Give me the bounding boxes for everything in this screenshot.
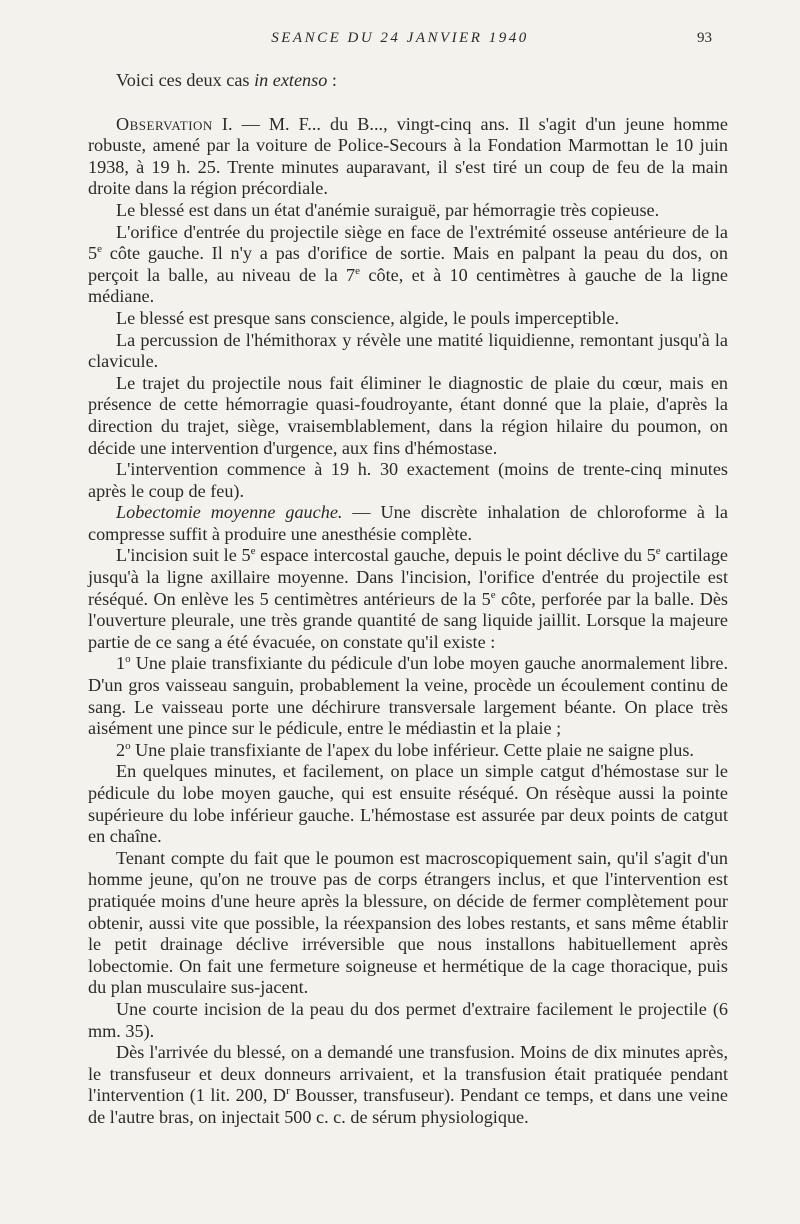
lobectomie-text: — Une discrète inhalation de chloroforme à la compresse suffit à produire une anesthésie complète. [88, 502, 728, 544]
arrivee-text-b: Bousser, transfuseur). Pendant ce temps, et dans une veine de l'autre bras, on injectait 500 c. c. de sérum physiologique. [88, 1085, 728, 1127]
running-title: SEANCE DU 24 JANVIER 1940 [271, 30, 529, 46]
paragraph-plaie-2 [88, 740, 728, 762]
observation-label: Observation [116, 113, 213, 134]
paragraph-courte: Une courte incision de la peau du dos permet d'extraire facilement le projectile (6 mm. 35). [88, 998, 728, 1041]
paragraph-arrivee [88, 1042, 728, 1128]
orifice-sup-2: e [355, 264, 361, 277]
observation-paragraph [88, 114, 728, 200]
article-body [88, 70, 728, 1129]
plaie-1-sup: o [125, 653, 131, 666]
paragraph-conscience: Le blessé est presque sans conscience, algide, le pouls imperceptible. [116, 307, 620, 328]
incision-sup-3: e [490, 588, 496, 601]
paragraph-percussion: La percussion de l'hémithorax y révèle une matité liquidienne, remontant jusqu'à la clavicule. [88, 329, 728, 372]
plaie-2-text: Une plaie transfixiante de l'apex du lobe inférieur. Cette plaie ne saigne plus. [130, 739, 694, 760]
incision-text-b: espace intercostal gauche, depuis le point déclive du 5 [255, 545, 656, 566]
observation-text: I. — M. F... du B..., vingt-cinq ans. Il s'agit d'un jeune homme robuste, amené par la voiture de Police-Secours à la Fondation Marmottan le 10 juin 1938, à 19 h. 25. Trente minutes auparavant, il s'est tiré un coup de feu de la main droite dans la région précordiale. [88, 113, 728, 199]
lobectomie-title: Lobectomie moyenne gauche. [116, 502, 343, 523]
orifice-text-b: côte gauche. Il n'y a pas d'orifice de sortie. Mais en palpant la peau du dos, on perçoit la balle, au niveau de la 7 [88, 243, 728, 285]
incision-text-d: côte, perforée par la balle. Dès l'ouverture pleurale, une très grande quantité de sang liquide jaillit. Lorsque la majeure partie de ce sang a été évacuée, on constate qu'il existe : [88, 588, 728, 652]
paragraph-trajet: Le trajet du projectile nous fait éliminer le diagnostic de plaie du cœur, mais en présence de cette hémorragie quasi-foudroyante, étant donné que la plaie, d'après la direction du trajet, siège, vraisemblablement, dans la région hilaire du poumon, on décide une intervention d'urgence, aux fins d'hémostase. [88, 372, 728, 458]
page-header [0, 30, 800, 56]
arrivee-text-a: Dès l'arrivée du blessé, on a demandé une transfusion. Moins de dix minutes après, le transfuseur et deux donneurs arrivaient, et la transfusion était pratiquée pendant l'intervention (1 lit. 200, D [88, 1042, 728, 1106]
plaie-1-number: 1 [116, 653, 126, 674]
incision-sup-1: e [250, 545, 256, 558]
paragraph-orifice [88, 222, 728, 308]
paragraph-intervention: L'intervention commence à 19 h. 30 exactement (moins de trente-cinq minutes après le coup de feu). [88, 459, 728, 501]
page-number: 93 [697, 30, 712, 46]
plaie-2-number: 2 [116, 739, 126, 760]
orifice-text-a: L'orifice d'entrée du projectile siège en face de l'extrémité osseuse antérieure de la 5 [88, 221, 728, 264]
paragraph-lobectomie [88, 502, 728, 545]
incision-text-a: L'incision suit le 5 [116, 545, 251, 566]
incision-sup-2: e [655, 545, 661, 558]
plaie-2-sup: o [125, 739, 131, 752]
plaie-1-text: Une plaie transfixiante du pédicule d'un lobe moyen gauche anormalement libre. D'un gros vaisseau sanguin, probablement la veine, procède un écoulement continu de sang. Le vaisseau porte une déchirure transversale largement béante. On place très aisément une pince sur le pédicule, entre le médiastin et la plaie ; [88, 653, 728, 739]
intro-emphasis: in extenso [254, 70, 328, 90]
intro-lead: Voici ces deux cas [116, 70, 255, 90]
orifice-sup-1: e [97, 243, 102, 256]
paragraph-tenant: Tenant compte du fait que le poumon est macroscopiquement sain, qu'il s'agit d'un homme jeune, qu'on ne trouve pas de corps étrangers inclus, et que l'intervention est pratiquée moins d'une heure après la blessure, on décide de fermer complètement pour obtenir, aussi vite que possible, la réexpansion des lobes restants, et sans même établir le petit drainage déclive irréversible que nous installons habituellement après lobectomie. On fait une fermeture soigneuse et hermétique de la cage thoracique, puis du plan musculaire sus-jacent. [88, 847, 728, 998]
paragraph-plaie-1 [88, 653, 728, 739]
incision-text-c: cartilage jusqu'à la ligne axillaire moyenne. Dans l'incision, l'orifice d'entrée du projectile est réséqué. On enlève les 5 centimètres antérieurs de la 5 [88, 545, 728, 609]
paragraph-minutes: En quelques minutes, et facilement, on place un simple catgut d'hémostase sur le pédicule du lobe moyen gauche, qui est ensuite réséqué. On résèque aussi la pointe supérieure du lobe inférieur gauche. L'hémostase est assurée par deux points de catgut en chaîne. [88, 761, 728, 847]
intro-paragraph [88, 70, 728, 92]
paragraph-incision [88, 545, 728, 653]
intro-tail: : [327, 70, 337, 90]
arrivee-sup: r [286, 1085, 290, 1098]
orifice-text-c: côte, et à 10 centimètres à gauche de la ligne médiane. [88, 264, 729, 307]
paragraph-anemie: Le blessé est dans un état d'anémie suraiguë, par hémorragie très copieuse. [116, 199, 660, 220]
